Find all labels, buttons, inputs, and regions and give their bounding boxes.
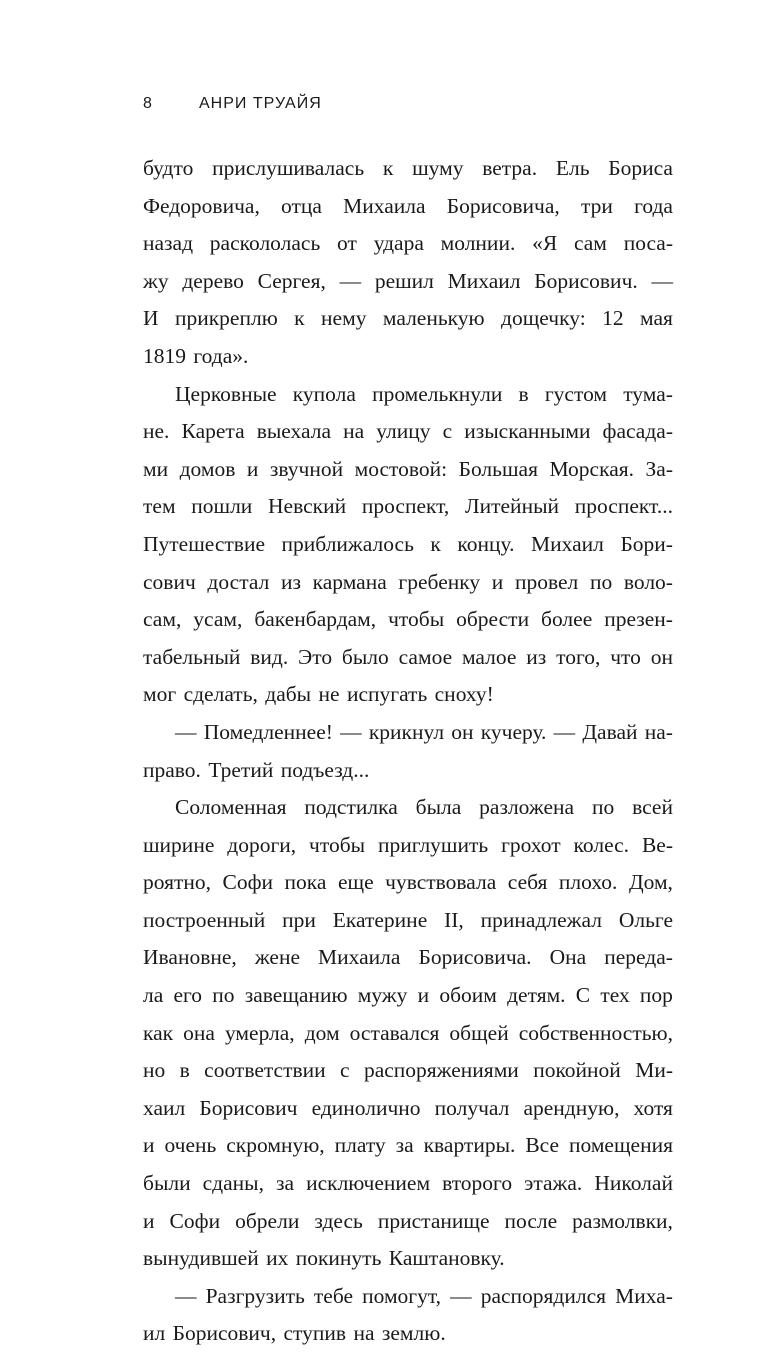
word: на	[343, 419, 365, 444]
word: себя	[507, 870, 548, 895]
text-line	[143, 1015, 673, 1053]
word: раскололась	[209, 231, 321, 256]
word: табельный	[143, 644, 241, 669]
word: «Я	[532, 231, 558, 256]
word: Федоровича,	[143, 193, 260, 218]
word: пока	[284, 870, 327, 895]
word: подстилка	[304, 795, 398, 820]
word: мог	[143, 682, 184, 707]
text-line	[143, 977, 673, 1015]
word: более	[541, 607, 593, 632]
text-line	[143, 601, 673, 639]
word: за	[395, 1133, 414, 1158]
word: года».	[193, 343, 249, 368]
word: дабы	[265, 682, 319, 707]
word: их	[266, 1246, 296, 1271]
word: грохот	[501, 832, 561, 857]
word: презен-	[604, 607, 673, 632]
word: Третий	[208, 757, 281, 782]
text-line	[143, 714, 673, 752]
word: Михаил	[531, 531, 604, 556]
word: ил	[143, 1321, 173, 1346]
word: после	[504, 1208, 558, 1233]
word: Михаила	[343, 193, 426, 218]
word: по	[589, 569, 613, 594]
word: чтобы	[309, 832, 366, 857]
word: и	[491, 569, 504, 594]
word: к	[294, 306, 305, 331]
word: завещанию	[244, 983, 348, 1008]
word: поса-	[623, 231, 673, 256]
word: общей	[449, 1020, 509, 1045]
word: нему	[321, 306, 367, 331]
word: пристанище	[377, 1208, 490, 1233]
word: Екатерине	[332, 907, 428, 932]
word: мужу	[357, 983, 408, 1008]
word: Борисович.	[534, 268, 638, 293]
page-number: 8	[143, 95, 153, 112]
word: Софи	[169, 1208, 221, 1233]
word: решил	[374, 268, 434, 293]
word: на-	[644, 719, 673, 744]
word: мая	[640, 306, 673, 331]
word: построенный	[143, 907, 266, 932]
word: Соломенная	[175, 795, 287, 820]
word: —	[340, 719, 362, 744]
word: звучной	[269, 456, 344, 481]
word: изысканными	[464, 419, 591, 444]
text-line	[143, 564, 673, 602]
text-line	[143, 1315, 673, 1353]
word: из	[280, 569, 301, 594]
word: проспект...	[574, 494, 673, 519]
word: подъезд...	[280, 757, 370, 782]
word: мостовой:	[354, 456, 448, 481]
word: Карета	[181, 419, 245, 444]
word: ветра.	[482, 156, 538, 180]
word: вид.	[250, 644, 289, 669]
word: улицу	[376, 419, 431, 444]
word: сам,	[143, 607, 182, 632]
word: Помедленнее!	[203, 719, 333, 744]
word: покинуть	[295, 1246, 389, 1271]
word: того,	[556, 644, 601, 669]
body-text	[143, 150, 673, 1353]
word: покойной	[533, 1058, 621, 1083]
word: проспект,	[361, 494, 450, 519]
word: Борисович,	[172, 1321, 284, 1346]
word: скромную,	[226, 1133, 325, 1158]
running-head-author: АНРИ ТРУАЙЯ	[199, 95, 322, 112]
text-line	[143, 1278, 673, 1316]
word: тебе	[313, 1283, 354, 1308]
word: тех	[600, 983, 630, 1008]
word: 1819	[143, 343, 194, 368]
word: очень	[164, 1133, 217, 1158]
word: три	[580, 193, 613, 218]
word: принадлежал	[480, 907, 602, 932]
word: прикреплю	[174, 306, 278, 331]
word: она	[183, 1020, 215, 1045]
word: Ольге	[618, 907, 673, 932]
word: Путешествие	[143, 531, 265, 556]
word: хотя	[633, 1095, 673, 1120]
word: тем	[143, 494, 176, 519]
word: обрели	[235, 1208, 300, 1233]
word: к	[382, 156, 394, 180]
word: было	[341, 644, 389, 669]
word: малое	[461, 644, 517, 669]
word: купола	[292, 381, 356, 406]
word: распорядился	[480, 1283, 607, 1308]
word: С	[575, 983, 591, 1008]
text-line	[143, 188, 673, 226]
word: Она	[549, 945, 587, 970]
word: Борисовича.	[418, 945, 532, 970]
word: будто	[143, 156, 194, 180]
word: была	[415, 795, 462, 820]
word: из	[526, 644, 547, 669]
word: Литейный	[465, 494, 560, 519]
running-head	[143, 95, 322, 117]
word: Бориса	[608, 156, 673, 180]
word: Ве-	[641, 832, 673, 857]
word: ступив	[283, 1321, 354, 1346]
word: в	[179, 1058, 190, 1083]
word: как	[143, 1020, 174, 1045]
word: землю.	[381, 1321, 446, 1346]
text-line	[143, 789, 673, 827]
word: что	[610, 644, 641, 669]
word: отца	[281, 193, 322, 218]
word: Бори-	[620, 531, 673, 556]
word: второго	[442, 1171, 513, 1196]
word: детям.	[507, 983, 566, 1008]
word: и	[417, 983, 430, 1008]
word: Ми-	[635, 1058, 673, 1083]
word: но	[143, 1058, 166, 1083]
word: приближалось	[281, 531, 414, 556]
word: Миха-	[615, 1283, 673, 1308]
word: Невский	[268, 494, 347, 519]
word: не	[318, 682, 347, 707]
text-line	[143, 526, 673, 564]
word: Церковные	[175, 381, 277, 406]
word: года	[634, 193, 673, 218]
word: испугать	[346, 682, 435, 707]
word: он	[650, 644, 673, 669]
text-line	[143, 827, 673, 865]
text-line	[143, 752, 673, 790]
word: тума-	[623, 381, 673, 406]
word: были	[143, 1171, 191, 1196]
word: воло-	[623, 569, 673, 594]
word: размолвки,	[572, 1208, 673, 1233]
word: сович	[143, 569, 196, 594]
text-line	[143, 1052, 673, 1090]
text-line	[143, 413, 673, 451]
word: усам,	[193, 607, 243, 632]
word: —	[553, 719, 576, 744]
text-line	[143, 225, 673, 263]
word: пошли	[191, 494, 253, 519]
word: Морская.	[549, 456, 635, 481]
word: единолично	[311, 1095, 421, 1120]
word: назад	[143, 231, 194, 256]
word: всей	[632, 795, 673, 820]
word: по	[212, 983, 235, 1008]
word: И	[143, 306, 159, 331]
word: за	[276, 1171, 295, 1196]
word: фасада-	[602, 419, 673, 444]
word: прислушивалась	[212, 156, 365, 180]
word: достал	[207, 569, 270, 594]
word: этажа.	[524, 1171, 583, 1196]
word: самое	[398, 644, 453, 669]
word: провел	[514, 569, 579, 594]
word: Большая	[458, 456, 538, 481]
word: по	[591, 795, 615, 820]
word: Михаила	[318, 945, 401, 970]
word: его	[173, 983, 203, 1008]
word: дерево	[182, 268, 244, 293]
word: соответствии	[204, 1058, 326, 1083]
text-line	[143, 263, 673, 301]
word: гребенку	[398, 569, 481, 594]
word: получал	[434, 1095, 510, 1120]
word: кучеру.	[480, 719, 547, 744]
word: ми	[143, 456, 169, 481]
word: промелькнули	[372, 381, 503, 406]
word: роятно,	[143, 870, 212, 895]
word: сделать,	[183, 682, 266, 707]
word: и	[143, 1208, 155, 1233]
word: исключением	[306, 1171, 431, 1196]
word: молнии.	[440, 231, 516, 256]
word: Это	[298, 644, 333, 669]
word: не.	[143, 419, 170, 444]
word: арендную,	[523, 1095, 620, 1120]
word: ла	[143, 983, 164, 1008]
text-line	[143, 1165, 673, 1203]
text-line	[143, 150, 673, 188]
word: в	[518, 381, 529, 406]
word: —	[651, 268, 673, 293]
word: Ивановне,	[143, 945, 237, 970]
word: Давай	[582, 719, 638, 744]
word: дороги,	[227, 832, 297, 857]
word: крикнул	[368, 719, 445, 744]
word: —	[339, 268, 362, 293]
text-line	[143, 902, 673, 940]
text-line	[143, 1240, 673, 1278]
text-line	[143, 300, 673, 338]
word: —	[175, 719, 197, 744]
word: умерла,	[224, 1020, 295, 1045]
text-line	[143, 639, 673, 677]
word: Борисович	[199, 1095, 298, 1120]
word: помогут,	[362, 1283, 442, 1308]
word: кармана	[312, 569, 387, 594]
word: плату	[334, 1133, 386, 1158]
word: бакенбардам,	[254, 607, 377, 632]
word: оставался	[349, 1020, 440, 1045]
word: концу.	[457, 531, 515, 556]
word: жене	[254, 945, 300, 970]
word: собственностью,	[518, 1020, 673, 1045]
word: распоряжениями	[363, 1058, 519, 1083]
word: Разгрузить	[205, 1283, 305, 1308]
word: еще	[337, 870, 374, 895]
text-line	[143, 676, 673, 714]
word: маленькую	[382, 306, 485, 331]
word: на	[353, 1321, 382, 1346]
text-line	[143, 864, 673, 902]
word: с	[340, 1058, 350, 1083]
word: право.	[143, 757, 209, 782]
word: разложена	[479, 795, 575, 820]
word: обоим	[439, 983, 497, 1008]
word: густом	[544, 381, 608, 406]
word: при	[282, 907, 316, 932]
word: 12	[602, 306, 624, 331]
word: помещения	[568, 1133, 673, 1158]
word: и	[246, 456, 259, 481]
word: обрести	[456, 607, 530, 632]
word: ширине	[143, 832, 215, 857]
word: переда-	[604, 945, 673, 970]
word: хаил	[143, 1095, 186, 1120]
word: удара	[373, 231, 424, 256]
text-line	[143, 1090, 673, 1128]
word: Николай	[594, 1171, 673, 1196]
word: пор	[639, 983, 673, 1008]
word: Софи	[222, 870, 274, 895]
word: За-	[645, 456, 673, 481]
text-line	[143, 338, 673, 376]
word: —	[450, 1283, 472, 1308]
word: II,	[444, 907, 464, 932]
word: сам	[573, 231, 607, 256]
text-line	[143, 451, 673, 489]
text-line	[143, 1203, 673, 1241]
word: квартиры.	[423, 1133, 516, 1158]
word: Каштановку.	[388, 1246, 505, 1271]
word: Дом,	[628, 870, 673, 895]
word: выехала	[256, 419, 332, 444]
word: Сергея,	[257, 268, 326, 293]
word: —	[175, 1283, 197, 1308]
word: к	[430, 531, 441, 556]
word: вынудившей	[143, 1246, 267, 1271]
word: и	[143, 1133, 155, 1158]
word: с	[442, 419, 453, 444]
text-line	[143, 1127, 673, 1165]
word: Михаил	[447, 268, 521, 293]
word: Борисовича,	[446, 193, 560, 218]
word: жу	[143, 268, 169, 293]
word: чувствовала	[385, 870, 497, 895]
text-line	[143, 939, 673, 977]
word: сданы,	[202, 1171, 264, 1196]
word: чтобы	[388, 607, 445, 632]
word: Все	[525, 1133, 560, 1158]
text-line	[143, 376, 673, 414]
text-line	[143, 488, 673, 526]
word: приглушить	[377, 832, 489, 857]
word: дом	[304, 1020, 340, 1045]
word: дощечку:	[501, 306, 586, 331]
word: колес.	[573, 832, 630, 857]
word: домов	[179, 456, 236, 481]
word: сноху!	[434, 682, 494, 707]
word: он	[451, 719, 474, 744]
word: здесь	[314, 1208, 363, 1233]
word: от	[337, 231, 357, 256]
word: Ель	[555, 156, 590, 180]
word: плохо.	[558, 870, 618, 895]
word: шуму	[412, 156, 464, 180]
